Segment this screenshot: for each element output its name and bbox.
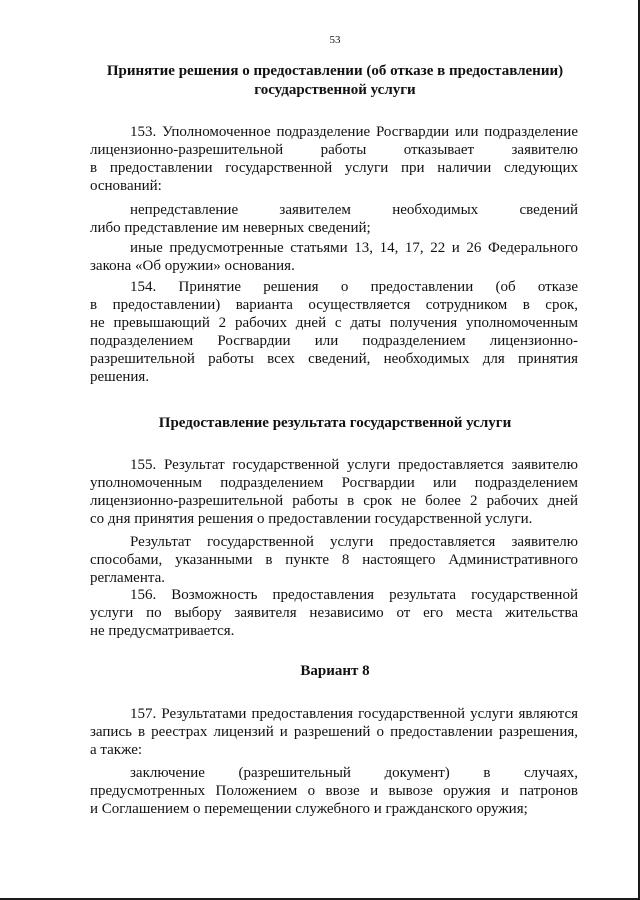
heading-line: Вариант 8 xyxy=(300,663,370,679)
text-line: услуги по выбору заявителя независимо от его места жительства xyxy=(90,605,578,621)
text-line: Результат государственной услуги предоставляется заявителю xyxy=(130,534,578,550)
text-line: лицензионно-разрешительной работы отказывает заявителю xyxy=(90,142,578,158)
text-line: не превышающий 2 рабочих дней с даты получения уполномоченным xyxy=(90,315,578,331)
text-line: решения. xyxy=(90,369,150,385)
text-line: предусмотренных Положением о ввозе и вывозе оружия и патронов xyxy=(90,783,578,799)
paragraph-153 xyxy=(90,123,578,195)
text-line: 156. Возможность предоставления результата государственной xyxy=(130,587,578,603)
text-line: непредставление заявителем необходимых сведений xyxy=(130,202,578,218)
text-line: со дня принятия решения о предоставлении государственной услуги. xyxy=(90,511,533,527)
text-line: 157. Результатами предоставления государственной услуги являются xyxy=(130,706,578,722)
paragraph-157 xyxy=(90,705,578,759)
page-number: 53 xyxy=(329,34,341,46)
text-line: запись в реестрах лицензий и разрешений о предоставлении разрешения, xyxy=(90,724,578,740)
text-line: разрешительной работы всех сведений, необходимых для принятия xyxy=(90,351,578,367)
section-heading-variant-8 xyxy=(90,662,580,681)
text-line: лицензионно-разрешительной работы в срок не более 2 рабочих дней xyxy=(90,493,578,509)
heading-line: государственной услуги xyxy=(254,82,416,98)
text-line: в предоставлении государственной услуги при наличии следующих xyxy=(90,160,578,176)
text-line: либо представление им неверных сведений; xyxy=(90,220,371,236)
text-line: не предусматривается. xyxy=(90,623,235,639)
paragraph-153-item-1 xyxy=(90,201,578,237)
text-line: способами, указанными в пункте 8 настоящего Административного xyxy=(90,552,578,568)
text-line: уполномоченным подразделением Росгвардии или подразделением xyxy=(90,475,578,491)
text-line: регламента. xyxy=(90,570,166,586)
heading-line: Принятие решения о предоставлении (об отказе в предоставлении) xyxy=(106,63,564,79)
paragraph-155-delivery xyxy=(90,533,578,587)
paragraph-156 xyxy=(90,586,578,640)
text-line: 155. Результат государственной услуги предоставляется заявителю xyxy=(130,457,578,473)
section-heading-result xyxy=(90,414,580,433)
text-line: 153. Уполномоченное подразделение Росгвардии или подразделение xyxy=(130,124,578,140)
text-line: иные предусмотренные статьями 13, 14, 17, 22 и 26 Федерального xyxy=(130,240,578,256)
section-heading-decision xyxy=(90,62,580,100)
text-line: заключение (разрешительный документ) в случаях, xyxy=(130,765,578,781)
paragraph-157-item-1 xyxy=(90,764,578,818)
text-line: закона «Об оружии» основания. xyxy=(90,258,295,274)
paragraph-153-item-2 xyxy=(90,239,578,275)
text-line: в предоставлении) варианта осуществляется сотрудником в срок, xyxy=(90,297,578,313)
text-line: подразделением Росгвардии или подразделением лицензионно- xyxy=(90,333,578,349)
text-line: оснований: xyxy=(90,178,162,194)
heading-line: Предоставление результата государственной услуги xyxy=(158,415,512,431)
text-line: и Соглашением о перемещении служебного и гражданского оружия; xyxy=(90,801,528,817)
paragraph-155 xyxy=(90,456,578,528)
paragraph-154 xyxy=(90,278,578,386)
text-line: а также: xyxy=(90,742,143,758)
text-line: 154. Принятие решения о предоставлении (об отказе xyxy=(130,279,578,295)
